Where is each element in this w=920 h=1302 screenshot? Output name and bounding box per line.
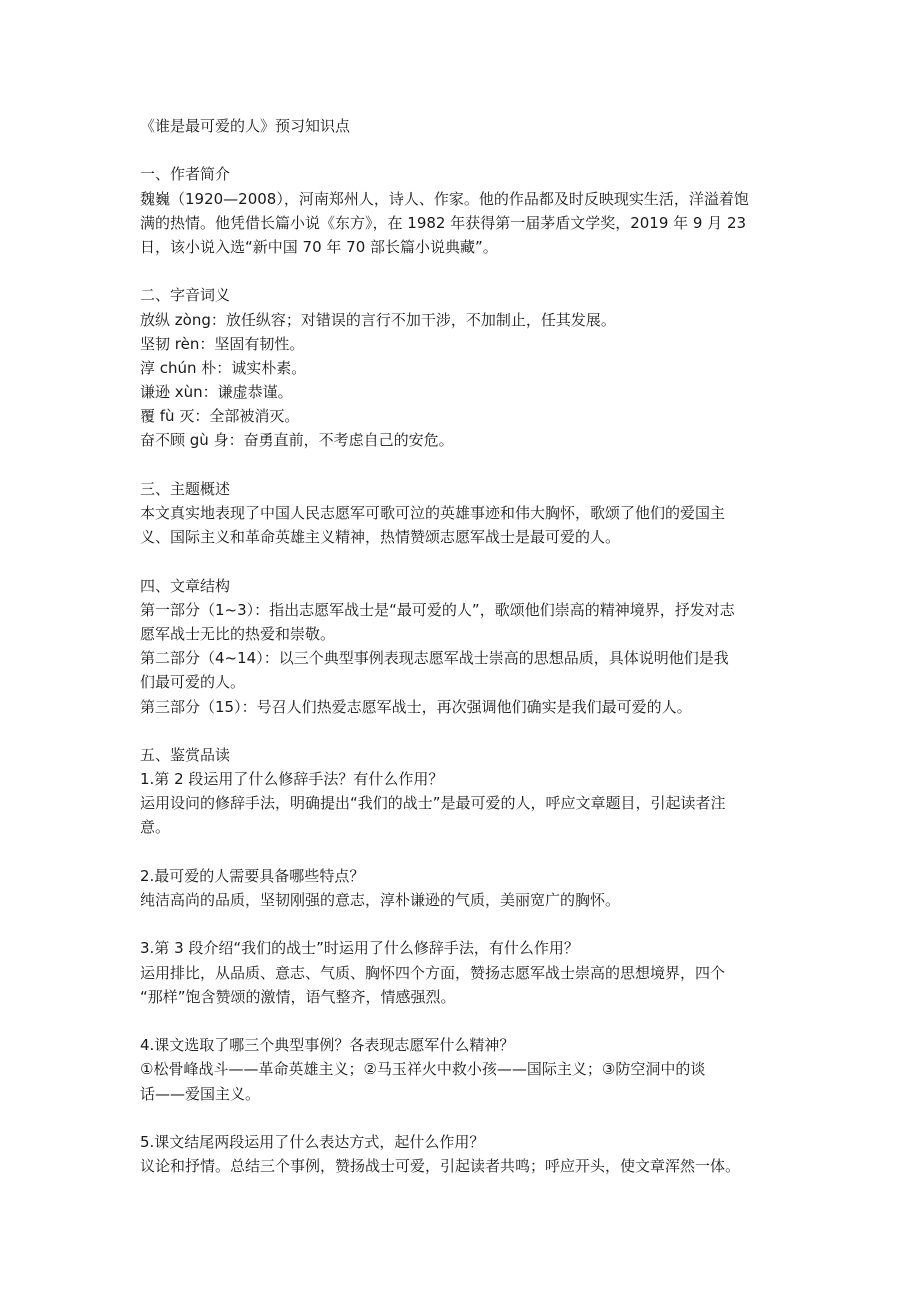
blank-line (140, 138, 780, 162)
question-line: 4.课文选取了哪三个典型事例？各表现志愿军什么精神？ (140, 1036, 515, 1055)
section-heading: 一、作者简介 (140, 165, 231, 184)
paragraph-line: 坚韧 rèn：坚固有韧性。 (140, 334, 305, 353)
question-line: 5.课文结尾两段运用了什么表达方式，起什么作用？ (140, 1132, 485, 1151)
paragraph-line: 第三部分（15）：号召人们热爱志愿军战士，再次强调他们确实是我们最可爱的人。 (140, 697, 692, 716)
paragraph-line: 第二部分（4~14）：以三个典型事例表现志愿军战士崇高的思想品质，具体说明他们是我 (140, 649, 729, 668)
section-heading: 五、鉴赏品读 (140, 745, 231, 764)
blank-line (140, 549, 780, 573)
answer-line: 运用设问的修辞手法，明确提出“我们的战士”是最可爱的人，呼应文章题目，引起读者注 (140, 794, 726, 813)
blank-line (140, 840, 780, 864)
paragraph-line: 淳 chún 朴：诚实朴素。 (140, 358, 307, 377)
paragraph-line: 放纵 zòng：放任纵容；对错误的言行不加干涉，不加制止，任其发展。 (140, 310, 616, 329)
blank-line (140, 1106, 780, 1130)
question-line: 3.第 3 段介绍“我们的战士”时运用了什么修辞手法，有什么作用？ (140, 939, 579, 958)
question-line: 1.第 2 段运用了什么修辞手法？有什么作用？ (140, 770, 444, 789)
answer-line: 议论和抒情。总结三个事例，赞扬战士可爱，引起读者共鸣；呼应开头，使文章浑然一体。 (140, 1157, 741, 1176)
blank-line (140, 912, 780, 936)
answer-line: 话——爱国主义。 (140, 1084, 261, 1103)
blank-line (140, 1009, 780, 1033)
paragraph-line: 本文真实地表现了中国人民志愿军可歌可泣的英雄事迹和伟大胸怀，歌颂了他们的爱国主 (140, 504, 726, 522)
blank-line (140, 453, 780, 477)
section-heading: 四、文章结构 (140, 576, 231, 595)
paragraph-line: 愿军战士无比的热爱和崇敬。 (140, 624, 336, 643)
section-heading: 三、主题概述 (140, 479, 231, 498)
document-title: 《谁是最可爱的人》预习知识点 (140, 117, 351, 135)
answer-line: 运用排比，从品质、意志、气质、胸怀四个方面，赞扬志愿军战士崇高的思想境界，四个 (140, 963, 726, 982)
answer-line: 意。 (140, 818, 171, 837)
section-heading: 二、字音词义 (140, 286, 231, 305)
blank-line (140, 719, 780, 743)
question-line: 2.最可爱的人需要具备哪些特点？ (140, 866, 365, 885)
paragraph-line: 们最可爱的人。 (140, 673, 246, 692)
paragraph-line: 魏巍（1920—2008），河南郑州人，诗人、作家。他的作品都及时反映现实生活，洋溢着饱 (140, 189, 749, 208)
paragraph-line: 日，该小说入选“新中国 70 年 70 部长篇小说典藏”。 (140, 237, 498, 256)
answer-line: ①松骨峰战斗——革命英雄主义；②马玉祥火中救小孩——国际主义；③防空洞中的谈 (140, 1060, 706, 1079)
paragraph-line: 奋不顾 gù 身：奋勇直前，不考虑自己的安危。 (140, 431, 454, 450)
paragraph-line: 覆 fù 灭：全部被消灭。 (140, 407, 300, 426)
paragraph-line: 谦逊 xùn：谦虚恭谨。 (140, 383, 293, 402)
paragraph-line: 满的热情。他凭借长篇小说《东方》，在 1982 年获得第一届茅盾文学奖，2019 年 9 月 23 (140, 213, 747, 232)
answer-line: 纯洁高尚的品质，坚韧刚强的意志，淳朴谦逊的气质，美丽宽广的胸怀。 (140, 891, 621, 909)
answer-line: “那样”饱含赞颂的激情，语气整齐，情感强烈。 (140, 987, 456, 1006)
paragraph-line: 第一部分（1~3）：指出志愿军战士是“最可爱的人”，歌颂他们崇高的精神境界，抒发对志 (140, 600, 735, 619)
paragraph-line: 义、国际主义和革命英雄主义精神，热情赞颂志愿军战士是最可爱的人。 (140, 528, 621, 547)
document-page (140, 114, 780, 1178)
blank-line (140, 259, 780, 283)
